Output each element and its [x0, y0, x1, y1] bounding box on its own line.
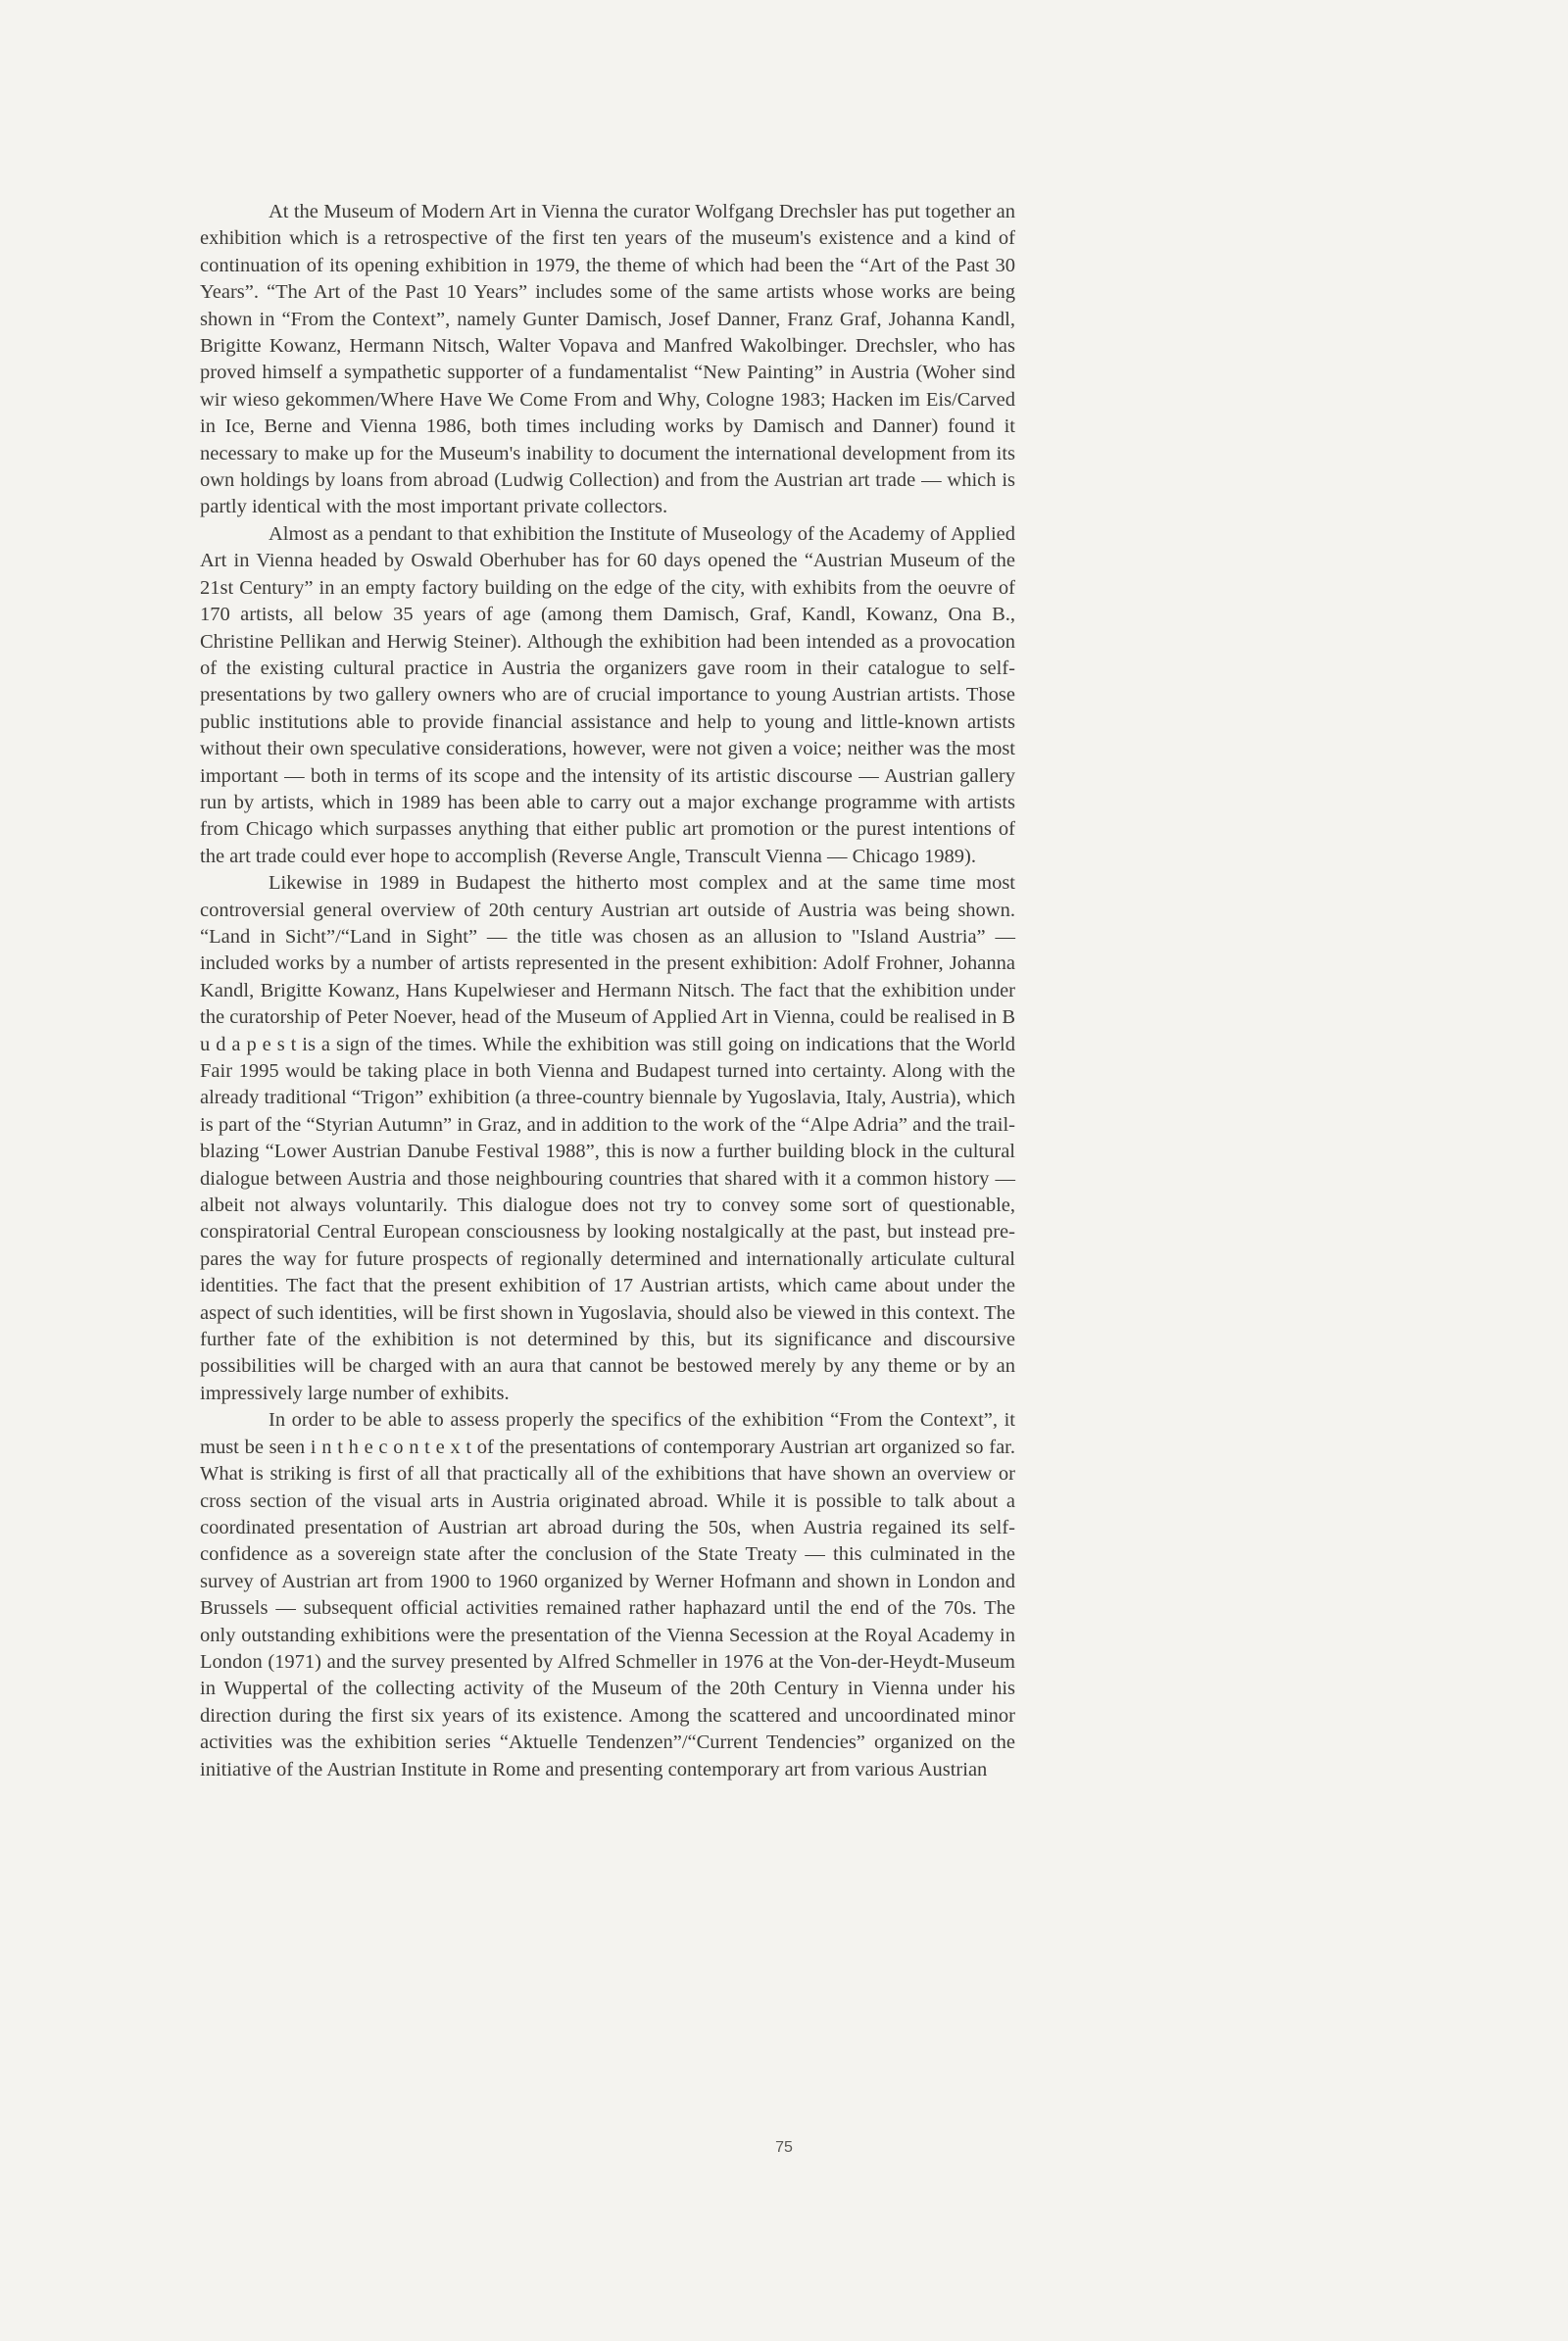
paragraph-4: In order to be able to assess properly the specifics of the exhibition “From the Context”, it must be seen i n t h e c o n t e x t of the presentations of contemporary Austrian art organized so far. What is striking is first of all that practically all of the exhibitions that have shown an overview or cross section of the visual arts in Austria originated abroad. While it is possible to talk about a coordinated presentation of Austrian art abroad during the 50s, when Austria regained its self-confidence as a sovereign state after the conclusion of the State Treaty — this culminated in the survey of Austrian art from 1900 to 1960 organized by Werner Hofmann and shown in London and Brussels — subsequent official activities remained rather haphazard until the end of the 70s. The only outstanding exhibitions were the presentation of the Vienna Secession at the Royal Academy in London (1971) and the survey presented by Alfred Schmeller in 1976 at the Von-der-Heydt-Museum in Wuppertal of the collecting activity of the Museum of the 20th Century in Vienna under his direction during the first six years of its existence. Among the scattered and uncoordinated minor activities was the exhibition series “Aktuelle Tendenzen”/“Current Tendencies” organized on the initiative of the Austrian Institute in Rome and presenting contemporary art from various Austrian — [200, 1409, 1015, 1780]
page-number: 75 — [775, 2139, 793, 2156]
paragraph-2: Almost as a pendant to that exhibition the Institute of Museology of the Academy of Applied Art in Vienna headed by Oswald Oberhuber has for 60 days opened the “Austrian Museum of the 21st Century” in an empty factory building on the edge of the city, with exhibits from the oeuvre of 170 artists, all below 35 years of age (among them Damisch, Graf, Kandl, Kowanz, Ona B., Christine Pellikan and Herwig Steiner). Although the exhibition had been intended as a provocation of the existing cultural practice in Austria the organizers gave room in their catalogue to self-presentations by two gallery owners who are of crucial importance to young Austrian artists. Those public institutions able to provide financial assistance and help to young and little-known artists without their own speculative considerations, however, were not given a voice; neither was the most important — both in terms of its scope and the intensity of its artistic discourse — Austrian gallery run by artists, which in 1989 has been able to carry out a major exchange programme with artists from Chicago which surpasses anything that either public art promotion or the purest intentions of the art trade could ever hope to accomplish (Reverse Angle, Transcult Vienna — Chicago 1989). — [200, 522, 1015, 867]
paragraph-3: Likewise in 1989 in Budapest the hitherto most complex and at the same time most controversial general overview of 20th century Austrian art outside of Austria was being shown. “Land in Sicht”/“Land in Sight” — the title was chosen as an allusion to "Island Austria” — included works by a number of artists represented in the present exhibition: Adolf Frohner, Johanna Kandl, Brigitte Kowanz, Hans Kupelwieser and Hermann Nitsch. The fact that the exhibition under the curatorship of Peter Noever, head of the Museum of Applied Art in Vienna, could be realised in B u d a p e s t is a sign of the times. While the exhibition was still going on indications that the World Fair 1995 would be taking place in both Vienna and Budapest turned into certainty. Along with the already traditional “Trigon” exhibition (a three-country biennale by Yugoslavia, Italy, Austria), which is part of the “Styrian Autumn” in Graz, and in addition to the work of the “Alpe Adria” and the trail-blazing “Lower Austrian Danube Festival 1988”, this is now a further building block in the cultural dialogue between Austria and those neighbouring countries that shared with it a common history — albeit not always voluntarily. This dialogue does not try to convey some sort of questionable, conspiratorial Central European consciousness by looking nostalgically at the past, but instead prepares the way for future prospects of regionally determined and internationally articulate cultural identities. The fact that the present exhibition of 17 Austrian artists, which came about under the aspect of such identities, will be first shown in Yugoslavia, should also be viewed in this context. The further fate of the exhibition is not determined by this, but its significance and discoursive possibilities will be charged with an aura that cannot be bestowed merely by any theme or by an impressively large number of exhibits. — [200, 872, 1015, 1404]
paragraph-1: At the Museum of Modern Art in Vienna the curator Wolfgang Drechsler has put together an exhibition which is a retrospective of the first ten years of the museum's existence and a kind of continuation of its opening exhibition in 1979, the theme of which had been the “Art of the Past 30 Years”. “The Art of the Past 10 Years” includes some of the same artists whose works are being shown in “From the Context”, namely Gunter Damisch, Josef Danner, Franz Graf, Johanna Kandl, Brigitte Kowanz, Hermann Nitsch, Walter Vopava and Manfred Wakolbinger. Drechsler, who has proved himself a sympathetic supporter of a fundamentalist “New Painting” in Austria (Woher sind wir wieso gekommen/Where Have We Come From and Why, Cologne 1983; Hacken im Eis/Carved in Ice, Berne and Vienna 1986, both times including works by Damisch and Danner) found it necessary to make up for the Museum's inability to document the international development from its own holdings by loans from abroad (Ludwig Collection) and from the Austrian art trade — which is partly identical with the most important private collectors. — [200, 201, 1015, 518]
body-text — [200, 199, 1015, 1783]
